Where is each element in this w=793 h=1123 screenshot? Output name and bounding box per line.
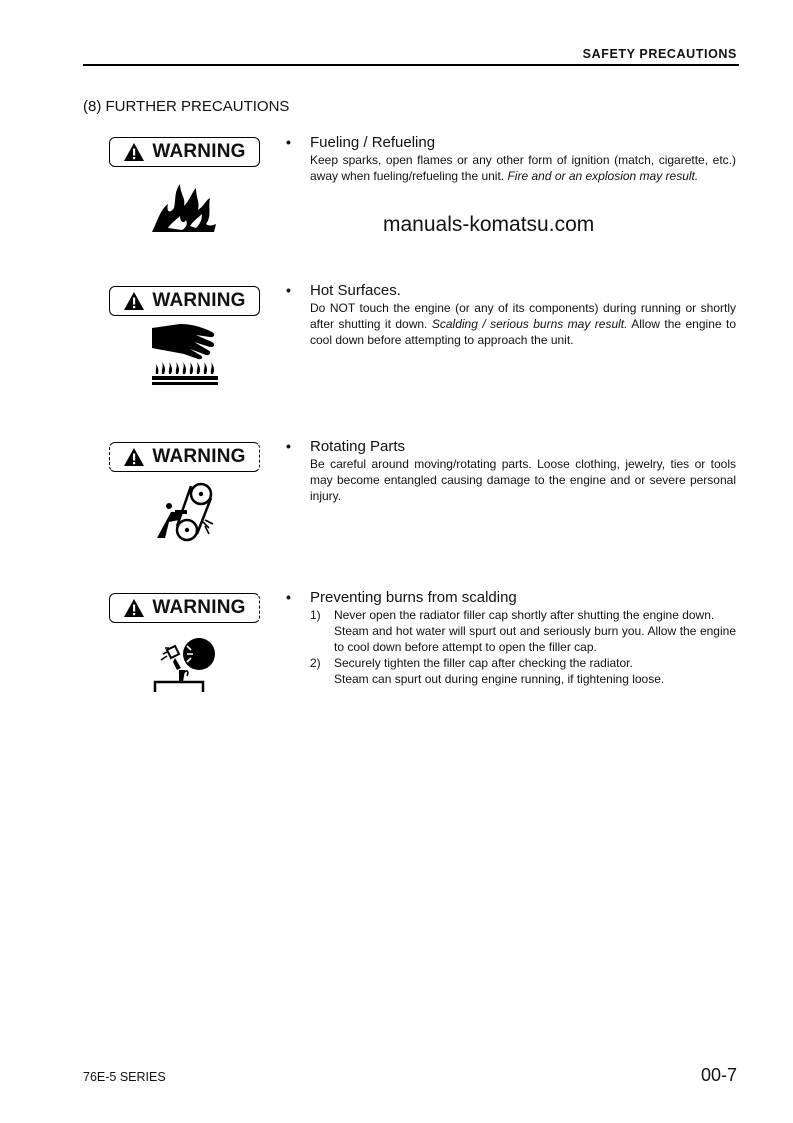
alert-triangle-icon: [123, 291, 145, 311]
warning-label-text: WARNING: [152, 141, 246, 162]
fire-icon: [150, 180, 218, 234]
section-title: (8) FURTHER PRECAUTIONS: [83, 98, 290, 115]
page-header-title: SAFETY PRECAUTIONS: [582, 47, 737, 61]
item-title-hot-surfaces: Hot Surfaces.: [310, 282, 401, 299]
bullet-marker: •: [286, 589, 291, 605]
list-line: Steam can spurt out during engine running, if tightening loose.: [334, 672, 665, 686]
list-item: [310, 607, 736, 655]
body-italic-text: Fire and or an explosion may result.: [507, 169, 699, 183]
list-item: [310, 655, 736, 687]
item-body-hot-surfaces: [310, 300, 736, 348]
header-divider: [83, 64, 739, 66]
warning-label-box: [109, 286, 260, 316]
alert-triangle-icon: [123, 447, 145, 467]
bullet-marker: •: [286, 282, 291, 298]
radiator-cap-scald-icon: [153, 632, 219, 694]
item-body-rotating-parts: Be careful around moving/rotating parts. Loose clothing, jewelry, ties or tools may become entangled causing damage to the engine and or severe personal injury.: [310, 457, 736, 503]
warning-label-box: [109, 442, 260, 472]
warning-label-box: [109, 593, 260, 623]
list-number: 2): [310, 656, 321, 670]
body-tail-text: Allow the engine to cool down before attempting to approach the unit.: [310, 317, 736, 347]
warning-label-text: WARNING: [152, 597, 246, 618]
rotating-belt-icon: [155, 482, 221, 542]
watermark-text: manuals-komatsu.com: [383, 213, 595, 236]
item-title-fueling: Fueling / Refueling: [310, 134, 436, 151]
footer-page-number: 00-7: [700, 1065, 737, 1085]
list-line: Securely tighten the filler cap after checking the radiator.: [334, 656, 633, 670]
alert-triangle-icon: [123, 598, 145, 618]
body-italic-text: Scalding / serious burns may result.: [431, 317, 628, 331]
item-title-preventing-burns: Preventing burns from scalding: [310, 589, 517, 606]
body-text: Keep sparks, open flames or any other form of ignition (match, cigarette, etc.) away when fueling/refueling the unit.: [310, 153, 736, 183]
item-title-rotating-parts: Rotating Parts: [310, 438, 406, 455]
numbered-list: [310, 607, 736, 687]
item-body-fueling: [310, 152, 736, 184]
alert-triangle-icon: [123, 142, 145, 162]
bullet-marker: •: [286, 134, 291, 150]
list-line: Never open the radiator filler cap shortly after shutting the engine down.: [334, 608, 715, 622]
list-number: 1): [310, 608, 321, 622]
footer-series: 76E-5 SERIES: [83, 1070, 166, 1084]
warning-label-box: [109, 137, 260, 167]
hot-surface-hand-icon: [150, 322, 222, 388]
body-text: Do NOT touch the engine (or any of its components) during running or shortly after shutting it down.: [310, 301, 736, 331]
warning-label-text: WARNING: [152, 446, 246, 467]
list-line: Steam and hot water will spurt out and seriously burn you. Allow the engine to cool down before attempt to open the filler cap.: [334, 624, 736, 654]
warning-label-text: WARNING: [152, 290, 246, 311]
bullet-marker: •: [286, 438, 291, 454]
